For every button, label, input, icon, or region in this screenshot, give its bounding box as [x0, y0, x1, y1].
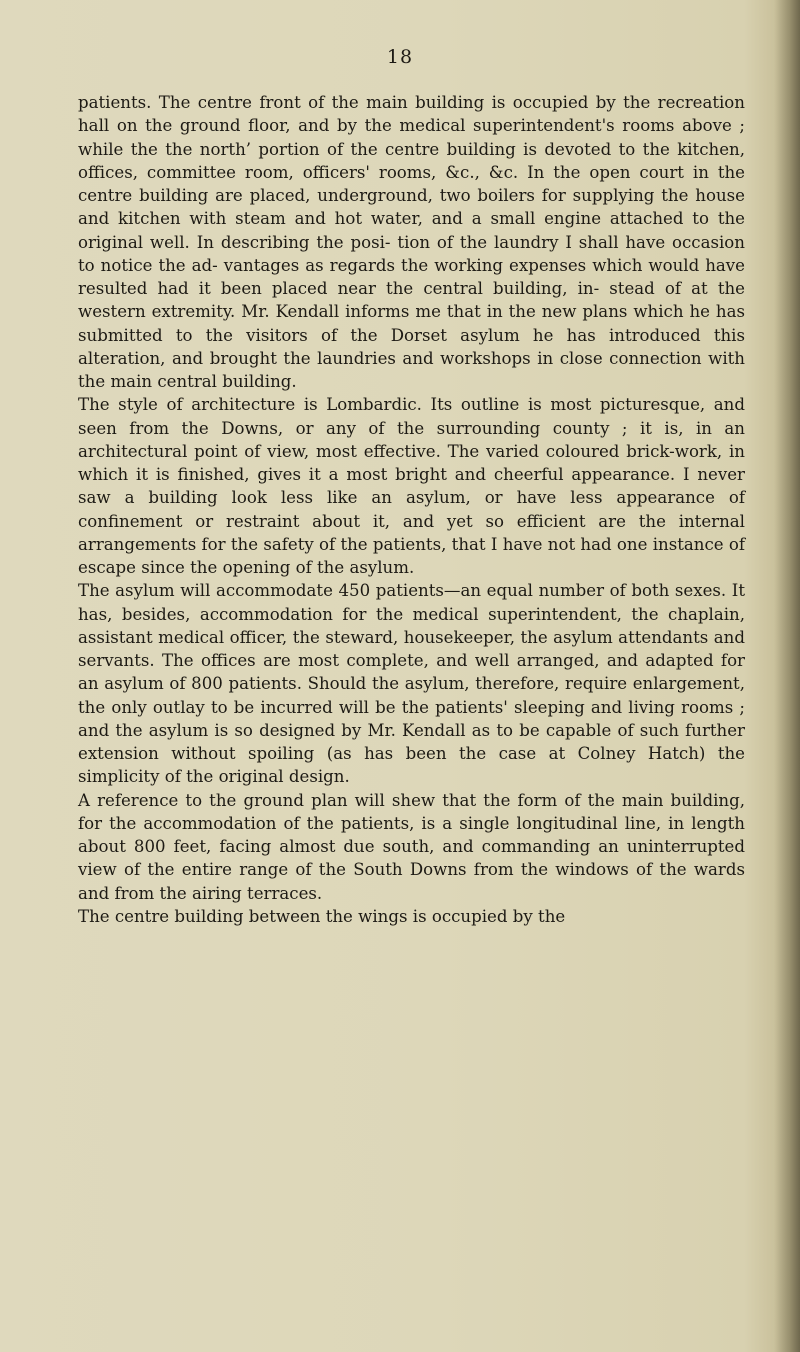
paragraph-5: The centre building between the wings is occupied by the: [78, 906, 566, 926]
paragraph-1: patients. The centre front of the main building is occupied by the recreation hall on the ground floor, and by the medical superintendent's rooms above ; while the the north’ portion of the centre building is devoted to the kitchen, offices, committee room, officers' rooms, &c., &c. In the open court in the centre building are placed, underground, two boilers for supplying the house and kitchen with steam and hot water, and a small engine attached to the original well. In describing the posi- tion of the laundry I shall have occasion to notice the ad- vantages as regards the working expenses which would have resulted had it been placed near the central building, in- stead of at the western extremity. Mr. Kendall informs me that in the new plans which he has submitted to the visitors of the Dorset asylum he has introduced this alteration, and brought the laundries and workshops in close connection with the main central building.: [78, 93, 745, 391]
page-edge-shadow: [774, 0, 800, 1352]
paragraph-2: The style of architecture is Lombardic. Its outline is most picturesque, and seen from the Downs, or any of the surrounding county ; it is, in an architectural point of view, most effective. The varied coloured brick-work, in which it is finished, gives it a most bright and cheerful appearance. I never saw a building look less like an asylum, or have less appearance of confinement or restraint about it, and yet so efficient are the internal arrangements for the safety of the patients, that I have not had one instance of escape since the opening of the asylum.: [78, 395, 745, 577]
body-text: [78, 91, 745, 928]
paragraph-3: The asylum will accommodate 450 patients—an equal number of both sexes. It has, besides, accommodation for the medical superintendent, the chaplain, assistant medical officer, the steward, housekeeper, the asylum attendants and servants. The offices are most complete, and well arranged, and adapted for an asylum of 800 patients. Should the asylum, therefore, require enlargement, the only outlay to be incurred will be the patients' sleeping and living rooms ; and the asylum is so designed by Mr. Kendall as to be capable of such further extension without spoiling (as has been the case at Colney Hatch) the simplicity of the original design.: [78, 581, 745, 787]
paragraph-4: A reference to the ground plan will shew that the form of the main building, for the accommodation of the patients, is a single longitudinal line, in length about 800 feet, facing almost due south, and commanding an uninterrupted view of the entire range of the South Downs from the windows of the wards and from the airing terraces.: [78, 790, 745, 903]
page-number: 18: [386, 46, 414, 68]
